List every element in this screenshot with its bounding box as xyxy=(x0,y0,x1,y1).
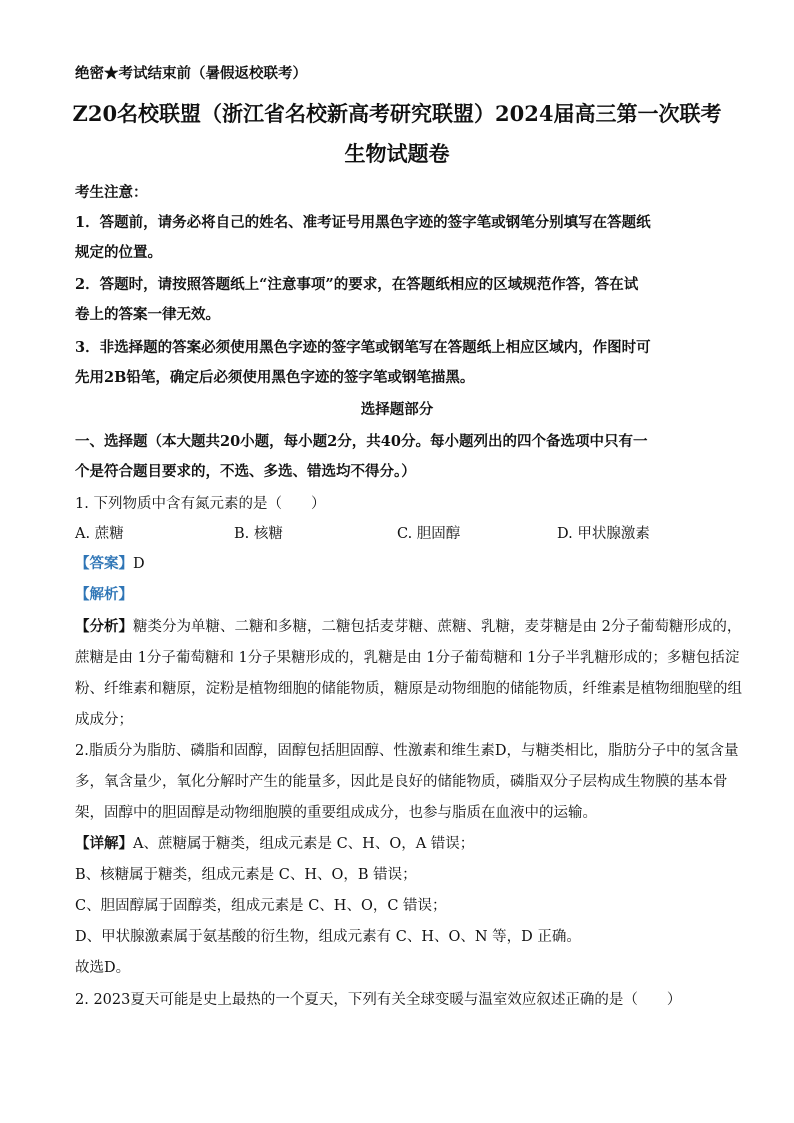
q1-conclusion: 故选D。 xyxy=(75,960,131,976)
q1-analysis-6: 多，氧含量少，氧化分解时产生的能量多，因此是良好的储能物质，磷脂双分子层构成生物膜的基本骨 xyxy=(75,774,728,790)
q1-analysis-3: 粉、纤维素和糖原，淀粉是植物细胞的储能物质，糖原是动物细胞的储能物质，纤维素是植物细胞壁的组 xyxy=(75,681,742,697)
answer-value: D xyxy=(133,556,145,572)
q1-detail-2: B、核糖属于糖类，组成元素是 C、H、O，B 错误； xyxy=(75,867,417,883)
detail-tag: 【详解】 xyxy=(75,835,133,852)
notice-heading: 考生注意： xyxy=(75,184,148,201)
analysis-text: 糖类分为单糖、二糖和多糖，二糖包括麦芽糖、蔗糖、乳糖，麦芽糖是由 2分子葡萄糖形成的， xyxy=(133,619,742,635)
q1-detail-3: C、胆固醇属于固醇类，组成元素是 C、H、O，C 错误； xyxy=(75,898,447,914)
q1-analysis-heading xyxy=(75,585,133,605)
q2-stem: 2. 2023夏天可能是史上最热的一个夏天，下列有关全球变暖与温室效应叙述正确的是（ ） xyxy=(75,992,682,1008)
section-intro: 一、选择题（本大题共20小题，每小题2分，共40分。每小题列出的四个备选项中只有一 xyxy=(75,433,648,450)
section-intro-cont: 个是符合题目要求的，不选、多选、错选均不得分。） xyxy=(75,463,416,480)
q1-answer xyxy=(75,554,145,574)
secret-label: 绝密★考试结束前（暑假返校联考） xyxy=(75,65,307,82)
q1-option-c: C. 胆固醇 xyxy=(397,526,461,542)
q1-option-b: B. 核糖 xyxy=(234,526,283,542)
q1-option-a: A. 蔗糖 xyxy=(75,526,124,542)
q1-stem: 1. 下列物质中含有氮元素的是（ ） xyxy=(75,496,326,512)
q1-analysis-4: 成成分； xyxy=(75,712,133,728)
detail-text: A、蔗糖属于糖类，组成元素是 C、H、O，A 错误； xyxy=(133,836,475,852)
answer-tag: 【答案】 xyxy=(75,555,133,572)
q1-analysis-5: 2.脂质分为脂肪、磷脂和固醇，固醇包括胆固醇、性激素和维生素D，与糖类相比，脂肪分子中的氢含量 xyxy=(75,743,739,759)
q1-detail-4: D、甲状腺激素属于氨基酸的衍生物，组成元素有 C、H、O、N 等，D 正确。 xyxy=(75,929,581,945)
q1-option-d: D. 甲状腺激素 xyxy=(557,526,650,542)
notice-item-1-cont: 规定的位置。 xyxy=(75,244,162,261)
notice-item-2-cont: 卷上的答案一律无效。 xyxy=(75,306,220,323)
q1-detail-1 xyxy=(75,834,474,854)
section-title: 选择题部分 xyxy=(360,401,434,418)
q1-analysis-2: 蔗糖是由 1分子葡萄糖和 1分子果糖形成的，乳糖是由 1分子葡萄糖和 1分子半乳糖形成的；多糖包括淀 xyxy=(75,650,740,666)
notice-item-3-cont: 先用2B铅笔，确定后必须使用黑色字迹的签字笔或钢笔描黑。 xyxy=(75,369,475,386)
fenxi-tag: 【分析】 xyxy=(75,618,133,635)
analysis-tag: 【解析】 xyxy=(75,586,133,603)
exam-subtitle: 生物试题卷 xyxy=(344,141,450,166)
notice-item-1: 1．答题前，请务必将自己的姓名、准考证号用黑色字迹的签字笔或钢笔分别填写在答题纸 xyxy=(75,214,651,231)
notice-item-3: 3．非选择题的答案必须使用黑色字迹的签字笔或钢笔写在答题纸上相应区域内，作图时可 xyxy=(75,339,651,356)
exam-title: Z20名校联盟（浙江省名校新高考研究联盟）2024届高三第一次联考 xyxy=(72,101,722,126)
q1-analysis-7: 架，固醇中的胆固醇是动物细胞膜的重要组成成分，也参与脂质在血液中的运输。 xyxy=(75,805,597,821)
q1-analysis-1 xyxy=(75,617,741,637)
notice-item-2: 2．答题时，请按照答题纸上“注意事项”的要求，在答题纸相应的区域规范作答，答在试 xyxy=(75,276,639,293)
